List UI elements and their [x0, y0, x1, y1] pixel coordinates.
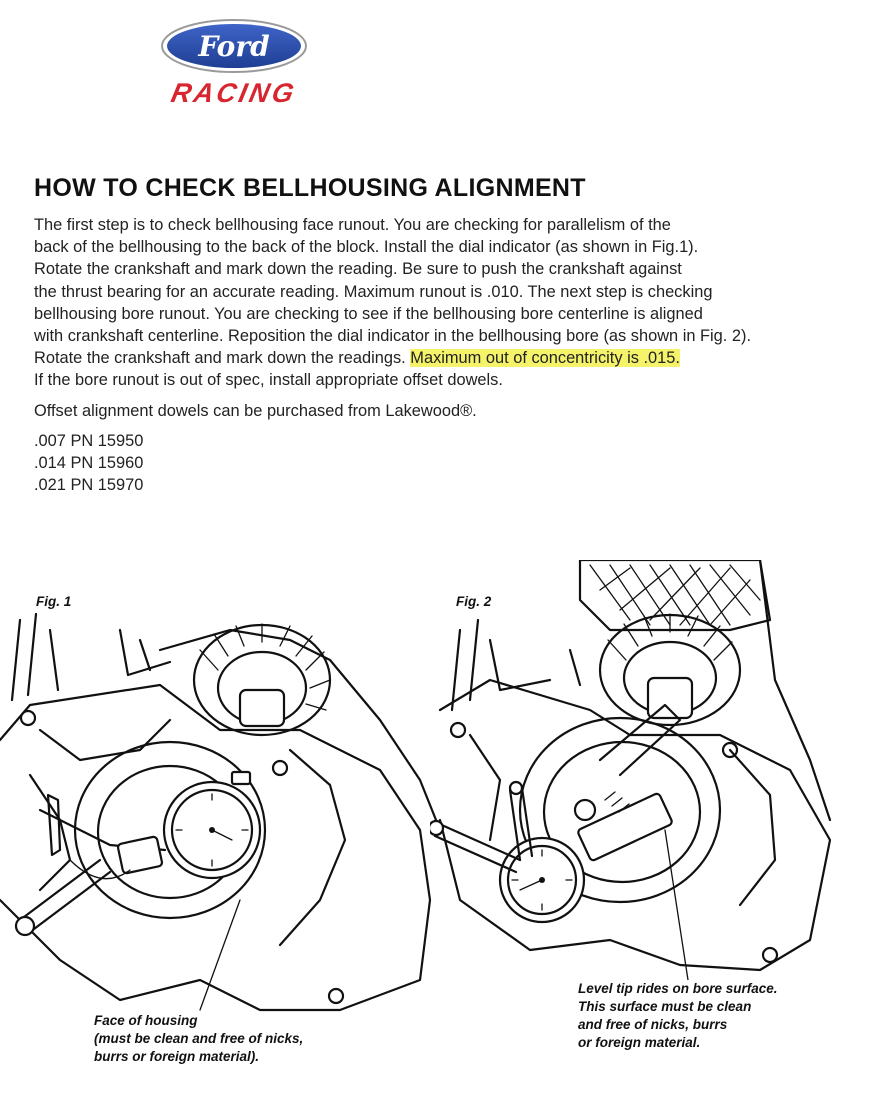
figure-2-illustration — [430, 560, 869, 980]
ford-wordmark: Ford — [198, 30, 270, 63]
caption-line: burrs or foreign material). — [94, 1049, 260, 1064]
part-number-list — [34, 430, 854, 497]
instructions-paragraph — [34, 214, 854, 392]
highlighted-spec: Maximum out of concentricity is .015. — [410, 349, 680, 368]
ford-oval-logo — [126, 18, 346, 108]
caption-line: This surface must be clean — [578, 999, 752, 1014]
part-number-item: .021 PN 15970 — [34, 476, 144, 495]
instructions-text — [34, 214, 854, 496]
caption-line: Face of housing — [94, 1013, 198, 1028]
caption-line: Level tip rides on bore surface. — [578, 981, 778, 996]
text-segment: Rotate the crankshaft and mark down the readings. — [34, 349, 411, 368]
text-line: with crankshaft centerline. Reposition the dial indicator in the bellhousing bore (as shown in Fig. 2). — [34, 327, 752, 346]
text-line: the thrust bearing for an accurate reading. Maximum runout is .010. The next step is checking — [34, 282, 713, 301]
part-number-item: .014 PN 15960 — [34, 454, 144, 473]
racing-wordmark: RACING — [168, 77, 300, 108]
text-line: The first step is to check bellhousing face runout. You are checking for parallelism of the — [34, 216, 671, 234]
text-line: bellhousing bore runout. You are checking to see if the bellhousing bore centerline is aligned — [34, 304, 703, 323]
text-line: back of the bellhousing to the back of the block. Install the dial indicator (as shown in Fig.1). — [34, 238, 699, 257]
part-number-item: .007 PN 15950 — [34, 431, 144, 450]
caption-line: (must be clean and free of nicks, — [94, 1031, 304, 1046]
text-line — [34, 347, 854, 369]
figure-2-caption — [578, 980, 778, 1052]
caption-line: or foreign material. — [578, 1035, 701, 1050]
ford-racing-logo — [126, 18, 346, 108]
text-line: If the bore runout is out of spec, install appropriate offset dowels. — [34, 371, 503, 390]
supplier-note: Offset alignment dowels can be purchased from Lakewood®. — [34, 401, 477, 420]
caption-line: and free of nicks, burrs — [578, 1017, 728, 1032]
figure-1-caption — [94, 1012, 303, 1066]
figure-1-illustration — [0, 600, 440, 1020]
figure-2-label: Fig. 2 — [456, 594, 492, 609]
figure-1-label: Fig. 1 — [36, 594, 72, 609]
page-title: HOW TO CHECK BELLHOUSING ALIGNMENT — [34, 174, 586, 202]
text-line: Rotate the crankshaft and mark down the reading. Be sure to push the crankshaft against — [34, 260, 682, 279]
